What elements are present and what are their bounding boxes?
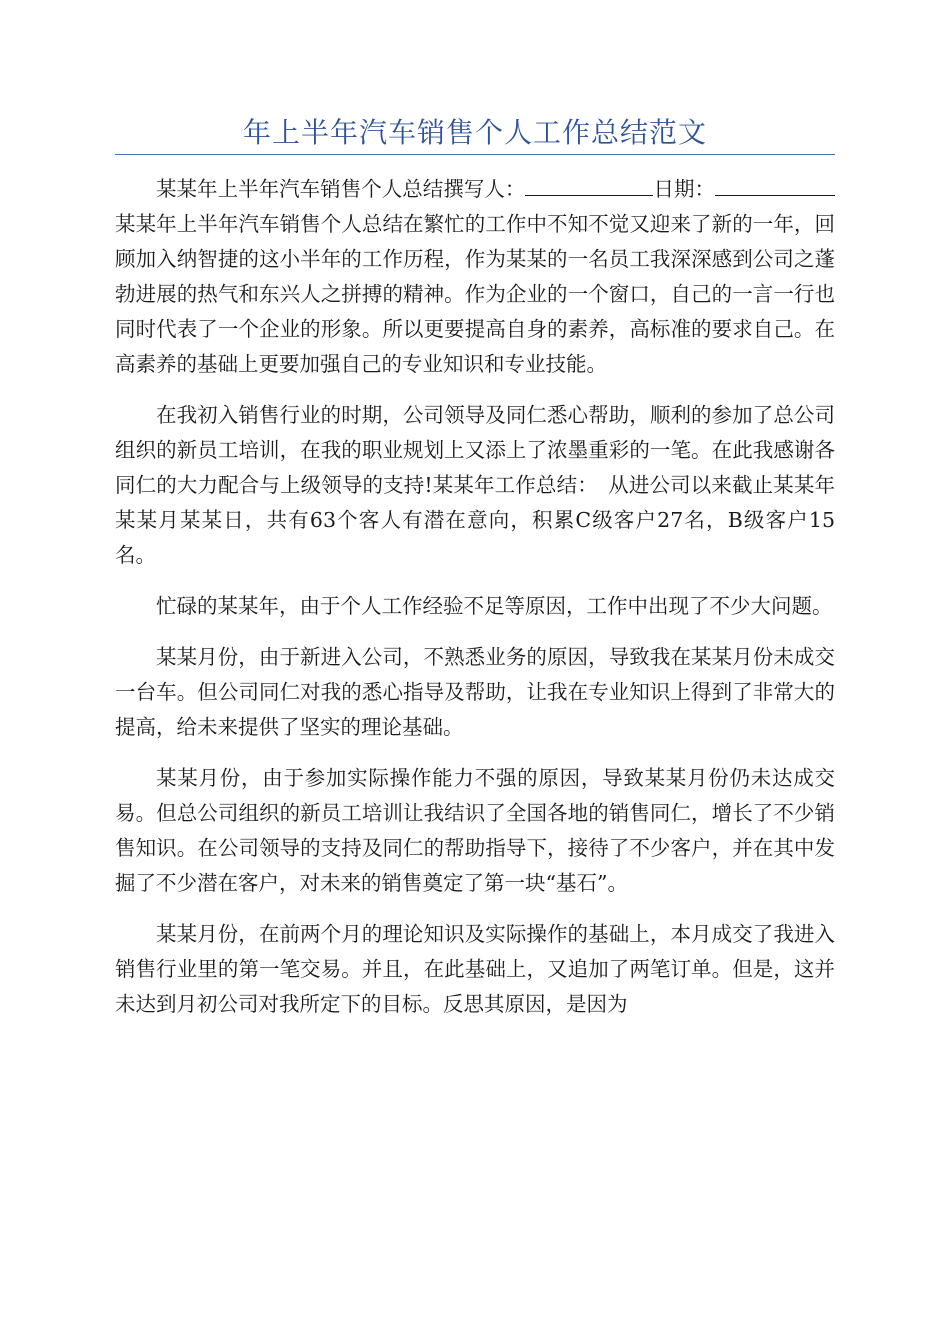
document-title: 年上半年汽车销售个人工作总结范文 bbox=[242, 116, 707, 149]
body-paragraph: 在我初入销售行业的时期，公司领导及同仁悉心帮助，顺利的参加了总公司组织的新员工培训，在我的职业规划上又添上了浓墨重彩的一笔。在此我感谢各同仁的大力配合与上级领导的支持!某某年工作总结： 从进公司以来截止某某年某某月某某日，共有63个客人有潜在意向，积累C级客户27名，B级客户15名。 bbox=[115, 403, 835, 567]
date-blank bbox=[715, 175, 835, 196]
intro-date-label: 日期： bbox=[653, 177, 716, 201]
body-paragraph: 忙碌的某某年，由于个人工作经验不足等原因，工作中出现了不少大问题。 bbox=[156, 594, 833, 618]
body-paragraph: 某某月份，由于参加实际操作能力不强的原因，导致某某月份仍未达成交易。但总公司组织的新员工培训让我结识了全国各地的销售同仁，增长了不少销售知识。在公司领导的支持及同仁的帮助指导下，接待了不少客户，并在其中发掘了不少潜在客户，对未来的销售奠定了第一块“基石”。 bbox=[115, 766, 835, 895]
intro-author-label: 某某年上半年汽车销售个人总结撰写人： bbox=[156, 177, 526, 201]
author-blank bbox=[525, 175, 653, 196]
body-paragraph: 某某月份，由于新进入公司，不熟悉业务的原因，导致我在某某月份未成交一台车。但公司同仁对我的悉心指导及帮助，让我在专业知识上得到了非常大的提高，给未来提供了坚实的理论基础。 bbox=[115, 645, 835, 739]
intro-text: 某某年上半年汽车销售个人总结在繁忙的工作中不知不觉又迎来了新的一年，回顾加入纳智捷的这小半年的工作历程，作为某某的一名员工我深深感到公司之蓬勃进展的热气和东兴人之拼搏的精神。作为企业的一个窗口，自己的一言一行也同时代表了一个企业的形象。所以更要提高自身的素养，高标准的要求自己。在高素养的基础上更要加强自己的专业知识和专业技能。 bbox=[115, 212, 835, 376]
title-underline bbox=[115, 154, 835, 155]
body-paragraph: 某某月份，在前两个月的理论知识及实际操作的基础上，本月成交了我进入销售行业里的第一笔交易。并且，在此基础上，又追加了两笔订单。但是，这并未达到月初公司对我所定下的目标。反思其原因，是因为 bbox=[115, 922, 835, 1016]
document-body bbox=[115, 172, 835, 1038]
intro-paragraph bbox=[115, 172, 835, 382]
